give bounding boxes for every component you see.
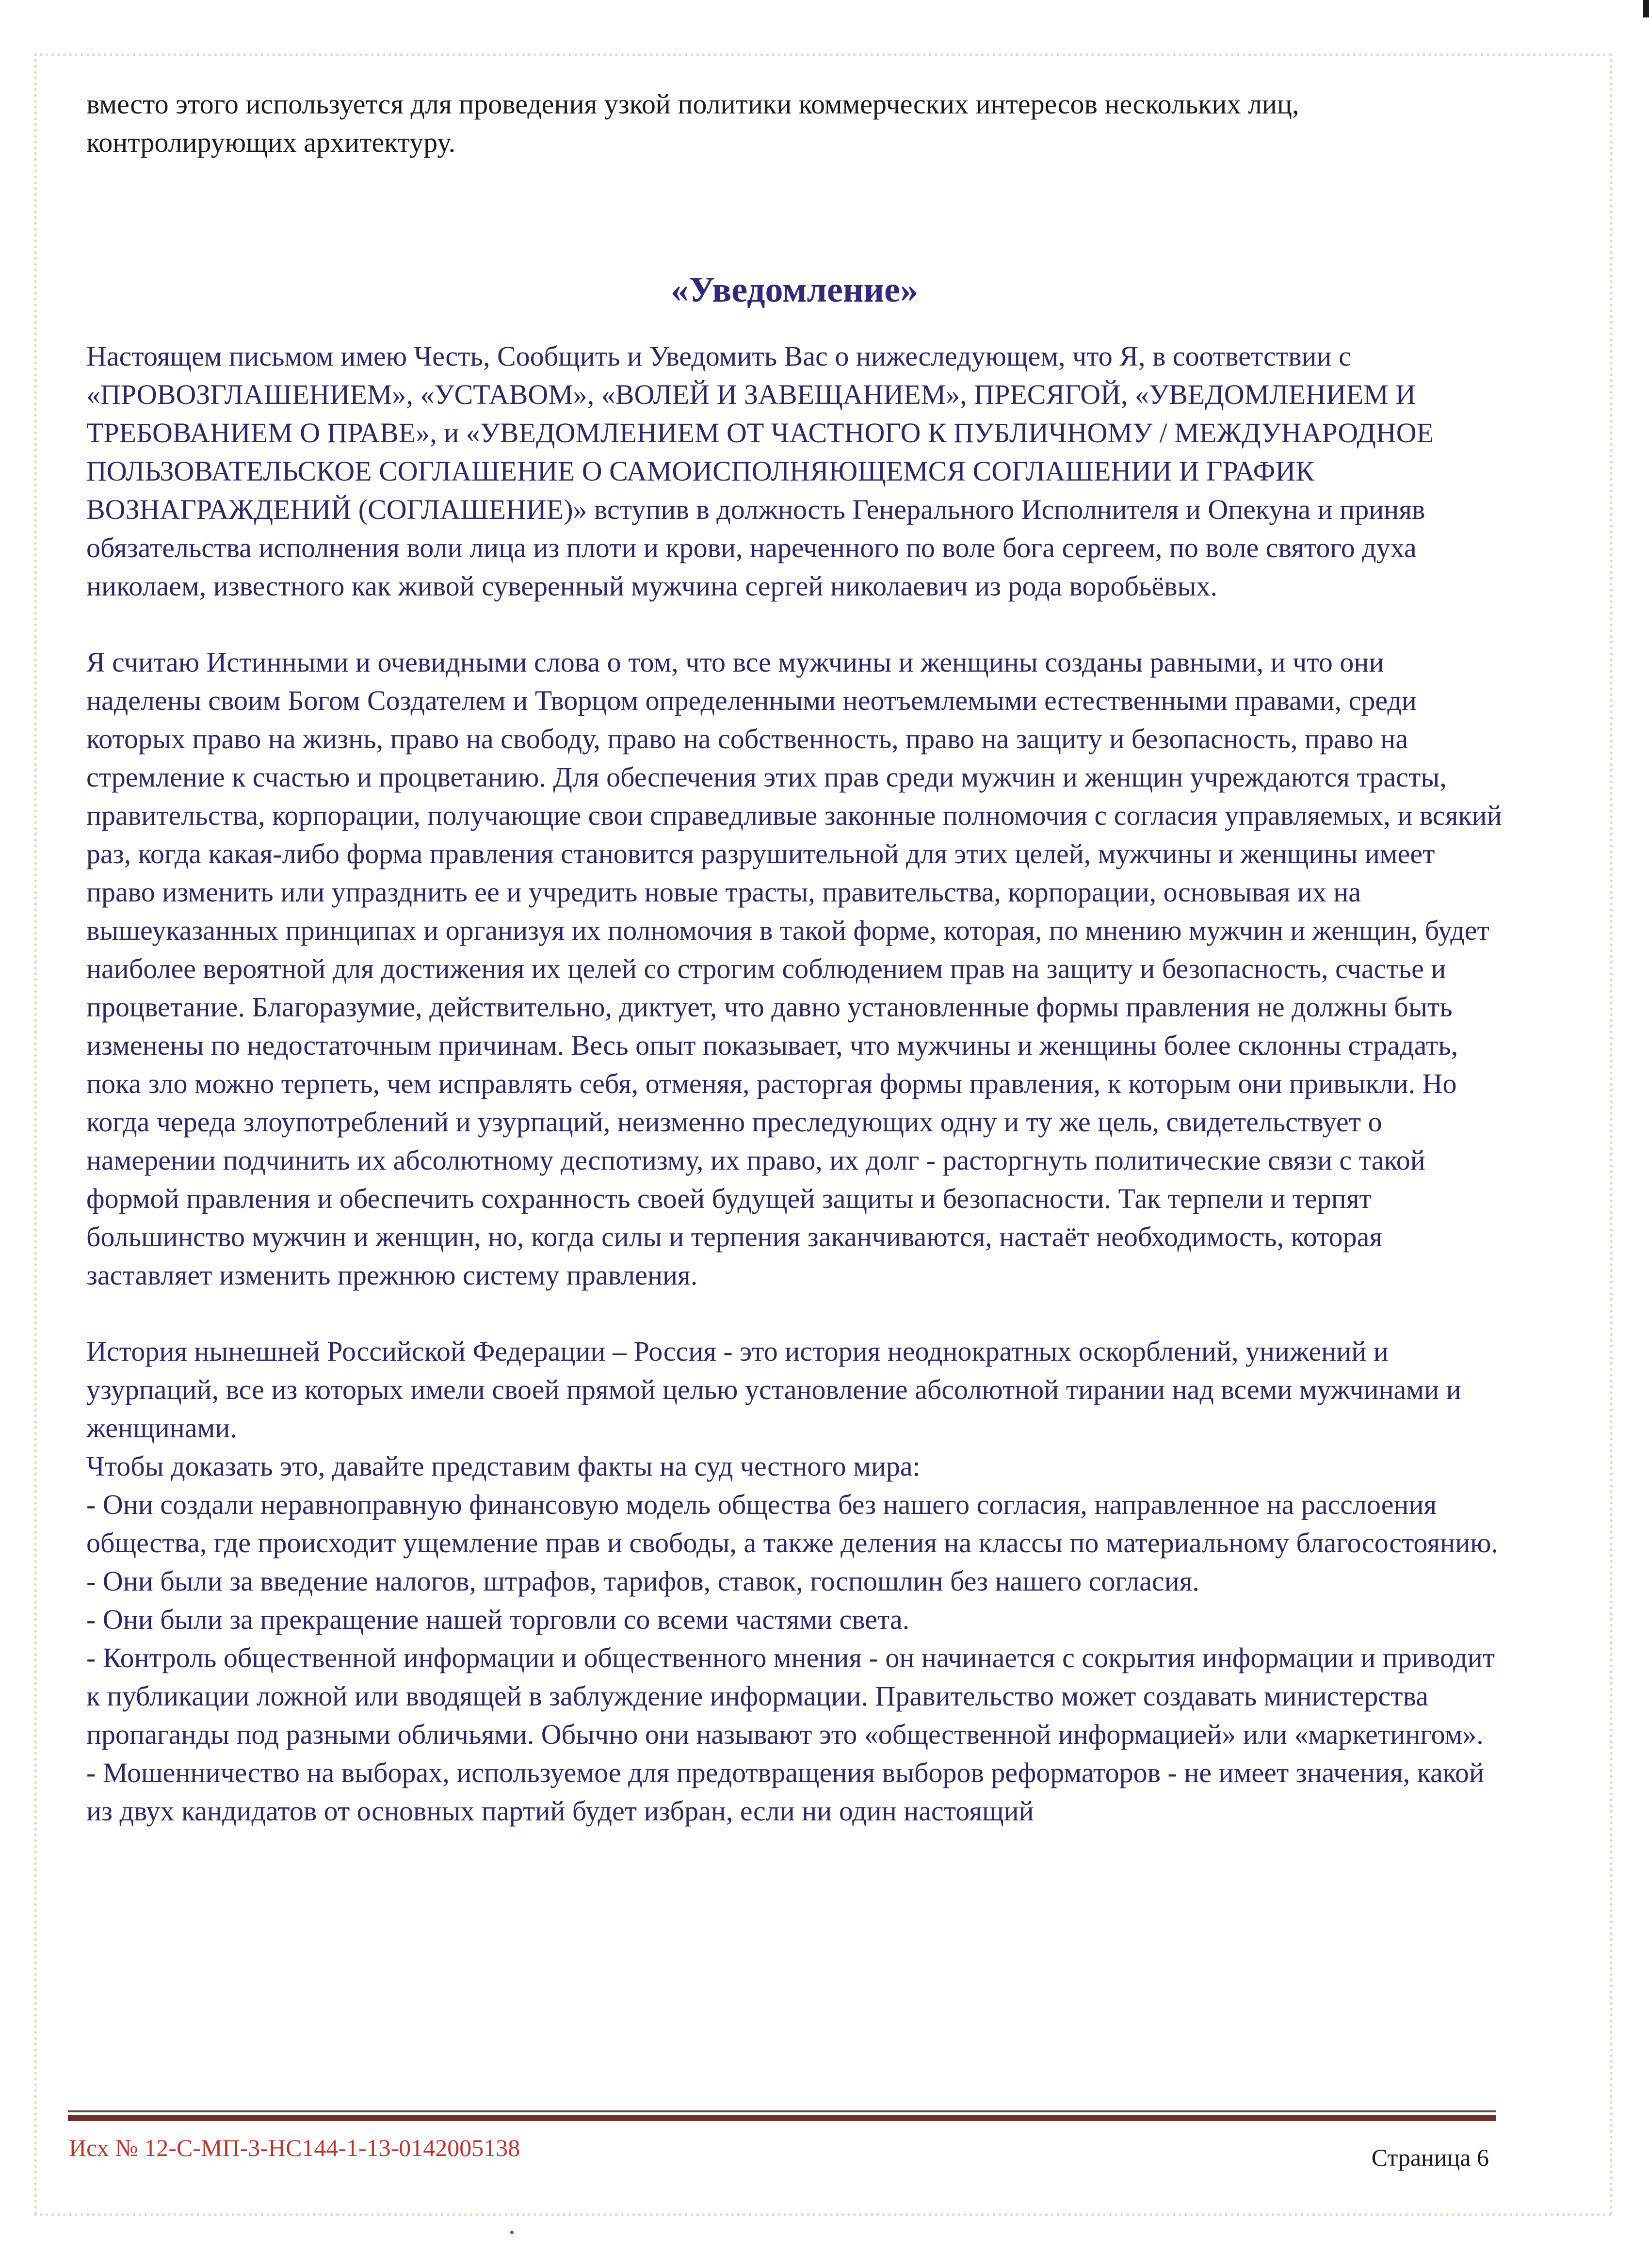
list-item: - Они были за прекращение нашей торговли со всеми частями света. — [86, 1604, 910, 1635]
intro-paragraph: вместо этого используется для проведения узкой политики коммерческих интересов нескольких лиц, контролирующих архитектуру. — [86, 88, 1299, 158]
document-reference: Исх № 12-С-МП-3-НС144-1-13-0142005138 — [69, 2134, 520, 2161]
scan-corner-mark — [1643, 0, 1649, 17]
scan-dot — [510, 2231, 514, 2234]
list-item: - Контроль общественной информации и общественного мнения - он начинается с сокрытия информации и приводит к публикации ложной или вводящей в заблуждение информации. Правительство может создавать министерства пропаганды под разными обличьями. Обычно они называют это «общественной информацией» или «маркетингом». — [86, 1642, 1495, 1750]
notice-paragraph: Настоящем письмом имею Честь, Сообщить и Уведомить Вас о нижеследующем, что Я, в соответствии с «ПРОВОЗГЛАШЕНИЕМ», «УСТАВОМ», «ВОЛЕЙ И ЗАВЕЩАНИЕМ», ПРЕСЯГОЙ, «УВЕДОМЛЕНИЕМ И ТРЕБОВАНИЕМ О ПРАВЕ», и «УВЕДОМЛЕНИЕМ ОТ ЧАСТНОГО К ПУБЛИЧНОМУ / МЕЖДУНАРОДНОЕ ПОЛЬЗОВАТЕЛЬСКОЕ СОГЛАШЕНИЕ О САМОИСПОЛНЯЮЩЕМСЯ СОГЛАШЕНИИ И ГРАФИК ВОЗНАГРАЖДЕНИЙ (СОГЛАШЕНИЕ)» вступив в должность Генерального Исполнителя и Опекуна и приняв обязательства исполнения воли лица из плоти и крови, нареченного по воле бога сергеем, по воле святого духа николаем, известного как живой суверенный мужчина сергей николаевич из рода воробьёвых. — [86, 340, 1434, 602]
document-body — [86, 85, 1503, 1830]
rights-paragraph: Я считаю Истинными и очевидными слова о том, что все мужчины и женщины созданы равными, и что они наделены своим Богом Создателем и Творцом определенными неотъемлемыми естественными правами, среди которых право на жизнь, право на свободу, право на собственность, право на защиту и безопасность, право на стремление к счастью и процветанию. Для обеспечения этих прав среди мужчин и женщин учреждаются трасты, правительства, корпорации, получающие свои справедливые законные полномочия с согласия управляемых, и всякий раз, когда какая-либо форма правления становится разрушительной для этих целей, мужчины и женщины имеет право изменить или упразднить ее и учредить новые трасты, правительства, корпорации, основывая их на вышеуказанных принципах и организуя их полномочия в такой форме, которая, по мнению мужчин и женщин, будет наиболее вероятной для достижения их целей со строгим соблюдением прав на защиту и безопасность, счастье и процветание. Благоразумие, действительно, диктует, что давно установленные формы правления не должны быть изменены по недостаточным причинам. Весь опыт показывает, что мужчины и женщины более склонны страдать, пока зло можно терпеть, чем исправлять себя, отменяя, расторгая формы правления, к которым они привыкли. Но когда череда злоупотреблений и узурпаций, неизменно преследующих одну и ту же цель, свидетельствует о намерении подчинить их абсолютному деспотизму, их право, их долг - расторгнуть политические связи с такой формой правления и обеспечить сохранность своей будущей защиты и безопасности. Так терпели и терпят большинство мужчин и женщин, но, когда силы и терпения заканчиваются, настаёт необходимость, которая заставляет изменить прежнюю систему правления. — [86, 646, 1502, 1291]
page-number: Страница 6 — [1371, 2144, 1489, 2171]
page-title: «Уведомление» — [671, 270, 918, 310]
footer-divider — [68, 2110, 1496, 2121]
facts-intro: Чтобы доказать это, давайте представим факты на суд честного мира: — [86, 1450, 921, 1482]
list-item: - Мошенничество на выборах, используемое для предотвращения выборов реформаторов - не имеет значения, какой из двух кандидатов от основных партий будет избран, если ни один настоящий — [86, 1757, 1485, 1827]
history-paragraph: История нынешней Российской Федерации – Россия - это история неоднократных оскорблений, унижений и узурпаций, все из которых имели своей прямой целью установление абсолютной тирании над всеми мужчинами и женщинами. — [86, 1335, 1461, 1444]
list-item: - Они создали неравноправную финансовую модель общества без нашего согласия, направленное на расслоения общества, где происходит ущемление прав и свободы, а также деления на классы по материальному благосостоянию. — [86, 1489, 1499, 1559]
list-item: - Они были за введение налогов, штрафов, тарифов, ставок, госпошлин без нашего согласия. — [86, 1565, 1199, 1597]
